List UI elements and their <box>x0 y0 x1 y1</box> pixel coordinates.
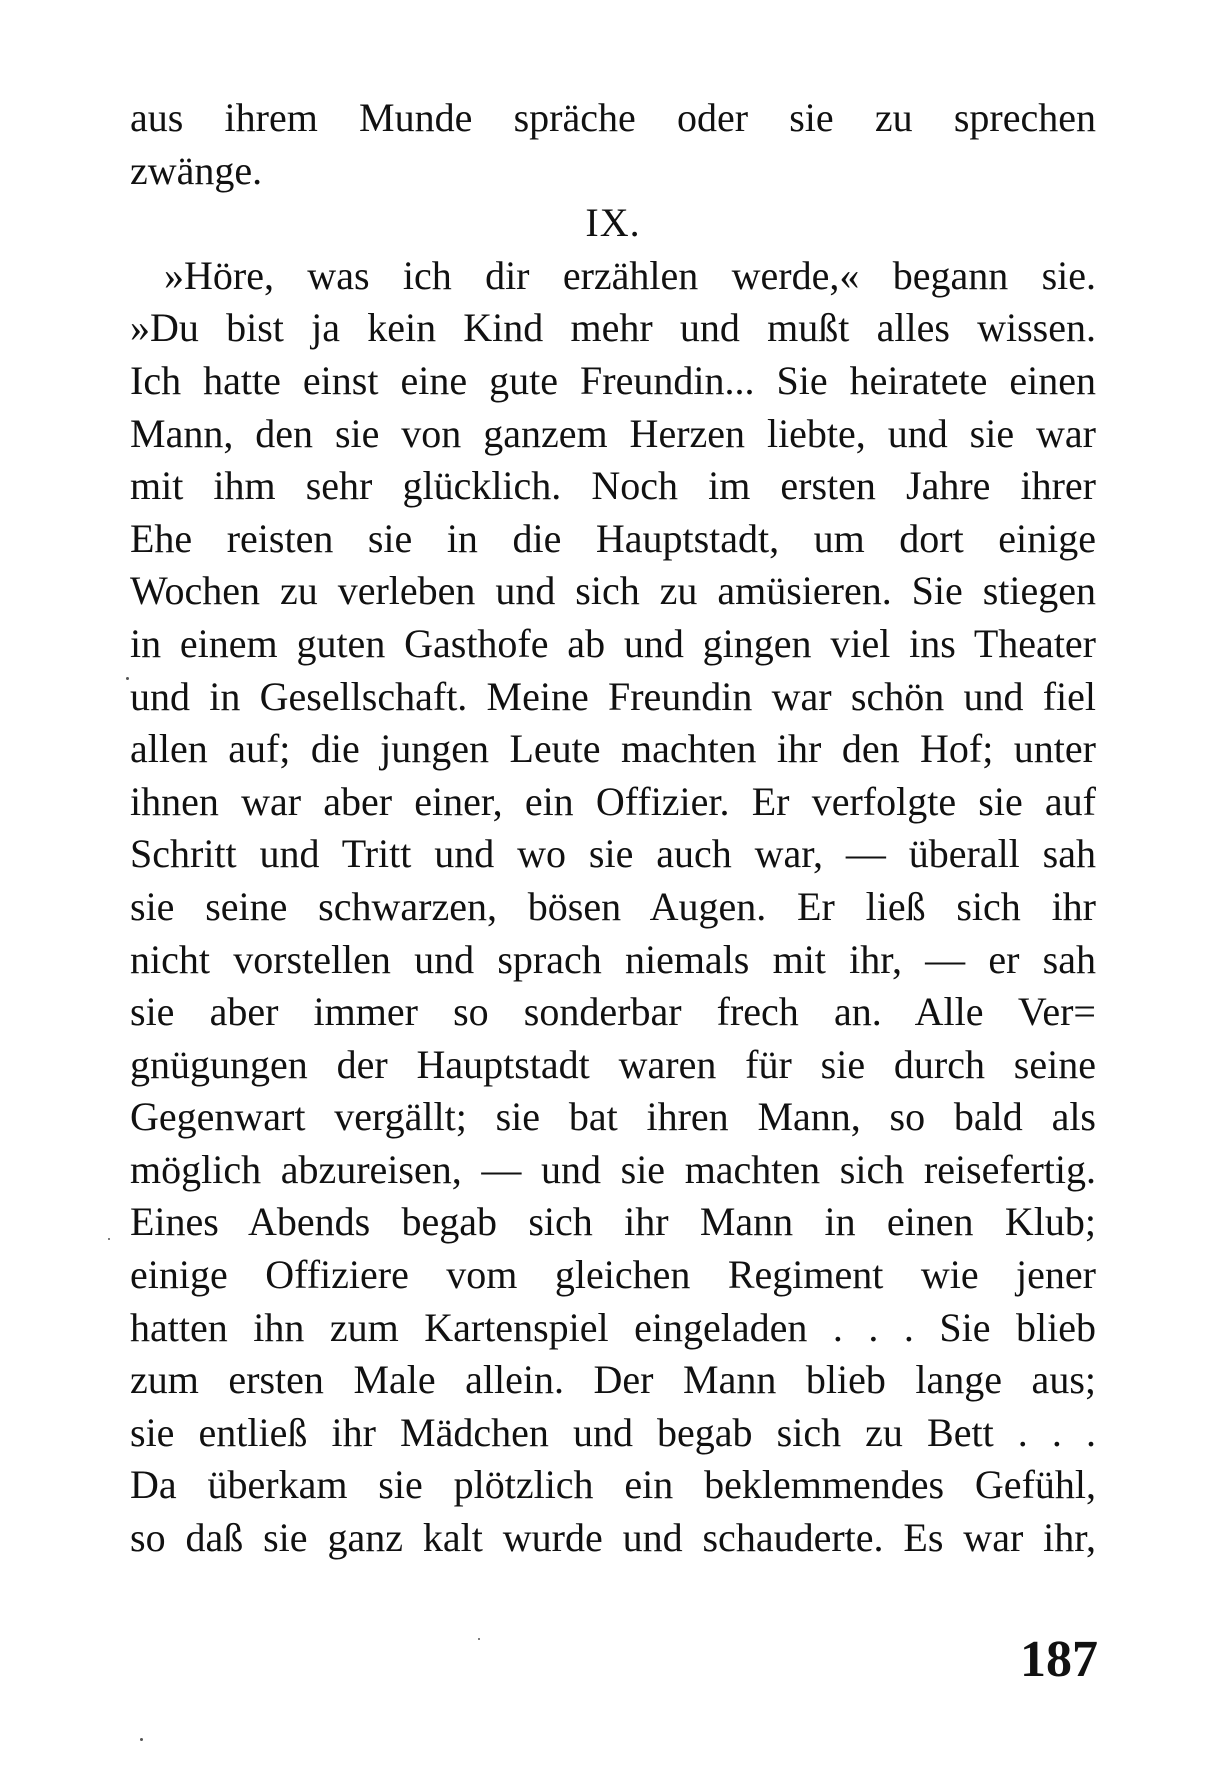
text-line: und in Gesellschaft. Meine Freundin war schön und fiel <box>130 673 1096 719</box>
text-line: allen auf; die jungen Leute machten ihr den Hof; unter <box>130 726 1096 772</box>
text-line: Ich hatte einst eine gute Freundin... Sie heiratete einen <box>130 357 1096 403</box>
text-line: sie entließ ihr Mädchen und begab sich zu Bett . . . <box>130 1409 1096 1455</box>
text-line: aus ihrem Munde spräche oder sie zu sprechen <box>130 95 1096 140</box>
text-line: Da überkam sie plötzlich ein beklemmendes Gefühl, <box>130 1462 1096 1508</box>
text-line: einige Offiziere vom gleichen Regiment wie jener <box>130 1252 1096 1298</box>
scan-speck <box>108 1238 110 1240</box>
text-line: »Du bist ja kein Kind mehr und mußt alles wissen. <box>130 305 1096 351</box>
text-line: sie seine schwarzen, bösen Augen. Er ließ sich ihr <box>130 883 1096 929</box>
text-line: nicht vorstellen und sprach niemals mit ihr, — er sah <box>130 936 1096 982</box>
text-line: so daß sie ganz kalt wurde und schauderte. Es war ihr, <box>130 1515 1096 1561</box>
scan-speck <box>478 1638 480 1640</box>
text-line: möglich abzureisen, — und sie machten sich reisefertig. <box>130 1146 1096 1192</box>
text-line: Wochen zu verleben und sich zu amüsieren. Sie stiegen <box>130 568 1096 614</box>
page-number: 187 <box>1020 1631 1098 1688</box>
text-line: sie aber immer so sonderbar frech an. Alle Ver= <box>130 989 1096 1035</box>
text-line: zum ersten Male allein. Der Mann blieb lange aus; <box>130 1357 1096 1403</box>
scan-speck <box>126 677 129 680</box>
chapter-heading: IX. <box>585 200 641 246</box>
text-line: mit ihm sehr glücklich. Noch im ersten Jahre ihrer <box>130 463 1096 509</box>
text-line: hatten ihn zum Kartenspiel eingeladen . . . Sie blieb <box>130 1304 1096 1350</box>
page-text <box>130 92 1096 1565</box>
text-line: »Höre, was ich dir erzählen werde,« begann sie. <box>164 252 1096 298</box>
scan-speck <box>140 1738 143 1741</box>
text-line: in einem guten Gasthofe ab und gingen viel ins Theater <box>130 620 1096 666</box>
text-line: Mann, den sie von ganzem Herzen liebte, und sie war <box>130 410 1096 456</box>
text-line: ihnen war aber einer, ein Offizier. Er verfolgte sie auf <box>130 778 1096 824</box>
text-line: gnügungen der Hauptstadt waren für sie durch seine <box>130 1041 1096 1087</box>
text-line: zwänge. <box>130 147 263 193</box>
text-line: Ehe reisten sie in die Hauptstadt, um dort einige <box>130 515 1096 561</box>
text-line: Schritt und Tritt und wo sie auch war, — überall sah <box>130 831 1096 877</box>
text-line: Eines Abends begab sich ihr Mann in einen Klub; <box>130 1199 1096 1245</box>
text-line: Gegenwart vergällt; sie bat ihren Mann, so bald als <box>130 1094 1096 1140</box>
